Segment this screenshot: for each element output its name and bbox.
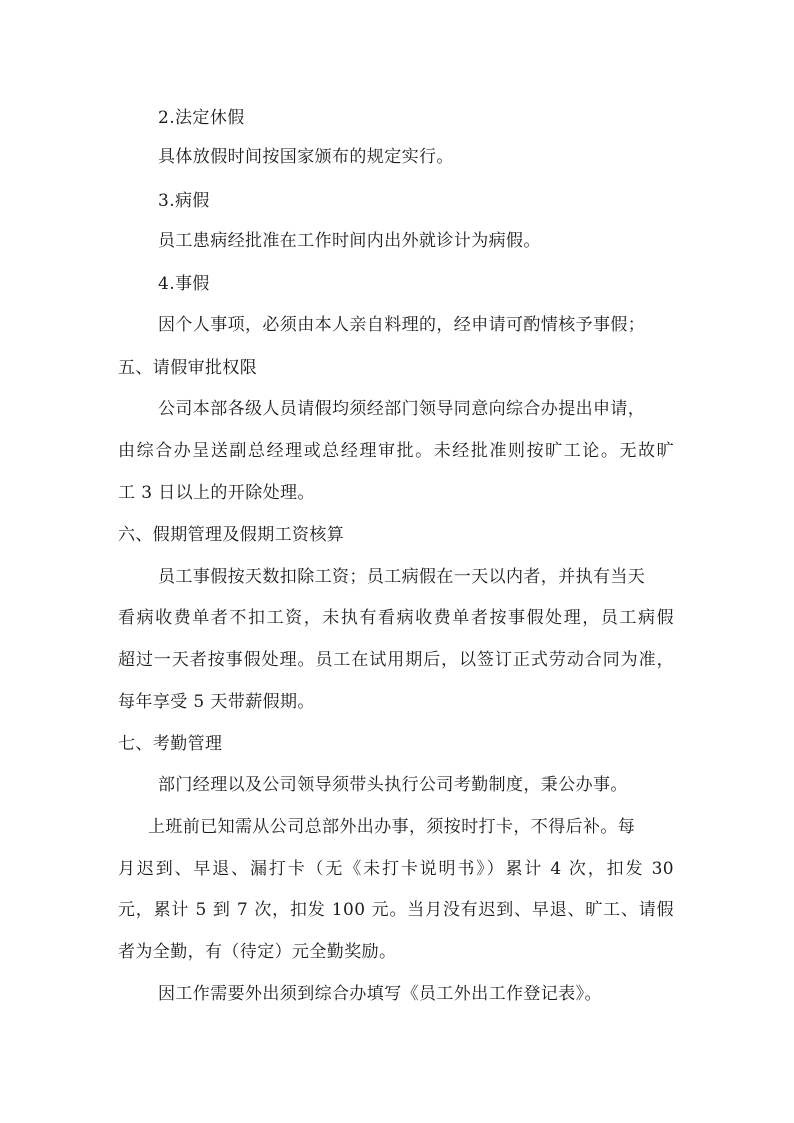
paragraph-attendance-line3: 月迟到、早退、漏打卡（无《未打卡说明书》）累计 4 次，扣发 30 xyxy=(118,859,674,879)
paragraph-leave-approval-line2: 由综合办呈送副总经理或总经理审批。未经批准则按旷工论。无故旷 xyxy=(118,441,674,461)
paragraph-sick-leave: 员工患病经批准在工作时间内出外就诊计为病假。 xyxy=(158,231,541,251)
heading-leave-approval: 五、请假审批权限 xyxy=(118,358,258,378)
paragraph-holiday-management-line4: 每年享受 5 天带薪假期。 xyxy=(118,692,315,712)
paragraph-leave-approval-line3: 工 3 日以上的开除处理。 xyxy=(118,483,315,503)
paragraph-statutory-holiday: 具体放假时间按国家颁布的规定实行。 xyxy=(158,147,454,167)
paragraph-attendance-line2: 上班前已知需从公司总部外出办事，须按时打卡，不得后补。每 xyxy=(148,817,636,837)
paragraph-leave-approval-line1: 公司本部各级人员请假均须经部门领导同意向综合办提出申请， xyxy=(158,399,646,419)
section-title-sick-leave: 3.病假 xyxy=(158,191,210,211)
paragraph-holiday-management-line2: 看病收费单者不扣工资，未执有看病收费单者按事假处理，员工病假 xyxy=(118,608,674,628)
section-title-statutory-holiday: 2.法定休假 xyxy=(158,108,245,128)
paragraph-attendance-line1: 部门经理以及公司领导须带头执行公司考勤制度，秉公办事。 xyxy=(158,775,628,795)
paragraph-attendance-line4: 元，累计 5 到 7 次，扣发 100 元。当月没有迟到、早退、旷工、请假 xyxy=(118,900,674,920)
heading-attendance: 七、考勤管理 xyxy=(118,734,223,754)
paragraph-holiday-management-line1: 员工事假按天数扣除工资；员工病假在一天以内者，并执有当天 xyxy=(158,567,646,587)
paragraph-personal-leave: 因个人事项，必须由本人亲自料理的，经申请可酌情核予事假； xyxy=(158,315,646,335)
paragraph-attendance-line6: 因工作需要外出须到综合办填写《员工外出工作登记表》。 xyxy=(158,984,602,1004)
section-title-personal-leave: 4.事假 xyxy=(158,274,210,294)
heading-holiday-management: 六、假期管理及假期工资核算 xyxy=(118,525,345,545)
paragraph-attendance-line5: 者为全勤，有（待定）元全勤奖励。 xyxy=(118,942,397,962)
paragraph-holiday-management-line3: 超过一天者按事假处理。员工在试用期后，以签订正式劳动合同为准， xyxy=(118,650,674,670)
